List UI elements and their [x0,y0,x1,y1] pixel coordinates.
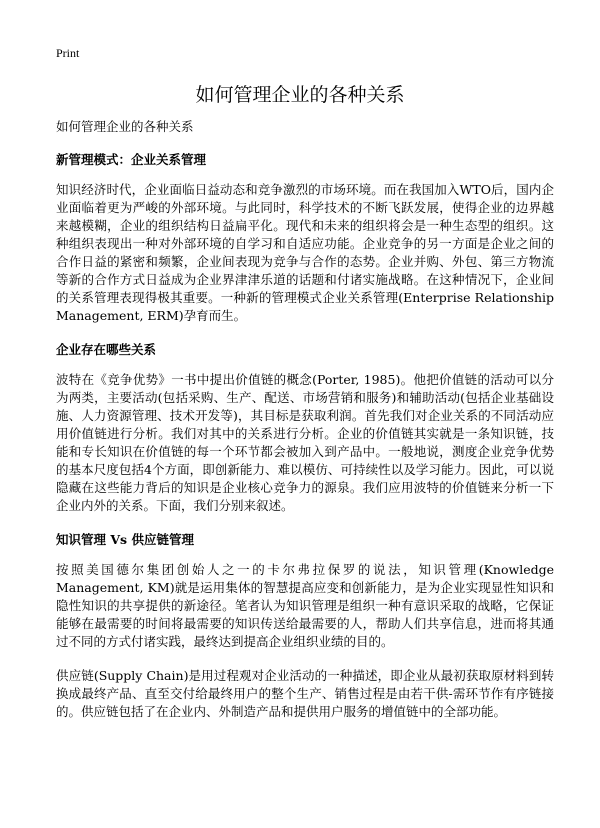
paragraph: 知识经济时代，企业面临日益动态和竞争激烈的市场环境。而在我国加入WTO后，国内企业面临着更为严峻的外部环境。与此同时，科学技术的不断飞跃发展，使得企业的边界越来越模糊，企业的组织结构日益扁平化。现代和未来的组织将会是一种生态型的组织。这种组织表现出一种对外部环境的自学习和自适应功能。企业竞争的另一方面是企业之间的合作日益的紧密和频繁，企业间表现为竞争与合作的态势。企业并购、外包、第三方物流等新的合作方式日益成为企业界津津乐道的话题和付诸实施战略。在这种情况下，企业间的关系管理表现得极其重要。一种新的管理模式企业关系管理(Enterprise Relationship Management, ERM)孕育而生。 [56,182,554,323]
print-link[interactable]: Print [56,46,80,60]
paragraph: 供应链(Supply Chain)是用过程观对企业活动的一种描述，即企业从最初获取原材料到转换成最终产品、直至交付给最终用户的整个生产、销售过程是由若干供-需环节作有序链接的。供应链包括了在企业内、外制造产品和提供用户服务的增值链中的全部功能。 [56,668,554,719]
section-heading: 新管理模式：企业关系管理 [56,152,207,167]
section-enterprise-relations [56,341,554,515]
page-title: 如何管理企业的各种关系 [195,84,405,106]
section-km-vs-scm [56,531,554,721]
section-heading: 企业存在哪些关系 [56,342,157,357]
article-subtitle: 如何管理企业的各种关系 [56,119,194,134]
section-heading: 知识管理 Vs 供应链管理 [56,532,194,547]
section-new-management-mode [56,151,554,325]
paragraph: 波特在《竞争优势》一书中提出价值链的概念(Porter, 1985)。他把价值链的活动可以分为两类，主要活动(包括采购、生产、配送、市场营销和服务)和辅助活动(包括企业基础设施、人力资源管理、技术开发等)，其目标是获取利润。首先我们对企业关系的不同活动应用价值链进行分析。我们对其中的关系进行分析。企业的价值链其实就是一条知识链，技能和专长知识在价值链的每一个环节都会被加入到产品中。一般地说，测度企业竞争优势的基本尺度包括4个方面，即创新能力、难以模仿、可持续性以及学习能力。因此，可以说隐藏在这些能力背后的知识是企业核心竞争力的源泉。我们应用波特的价值链来分析一下企业内外的关系。下面，我们分别来叙述。 [56,372,554,513]
paragraph: 按照美国德尔集团创始人之一的卡尔弗拉保罗的说法，知识管理(Knowledge Management, KM)就是运用集体的智慧提高应变和创新能力，是为企业实现显性知识和隐性知识的共享提供的新途径。笔者认为知识管理是组织一种有意识采取的战略，它保证能够在最需要的时间将最需要的知识传送给最需要的人，帮助人们共享信息，进而将其通过不同的方式付诸实践，最终达到提高企业组织业绩的目的。 [56,562,554,649]
article-body [56,118,554,737]
